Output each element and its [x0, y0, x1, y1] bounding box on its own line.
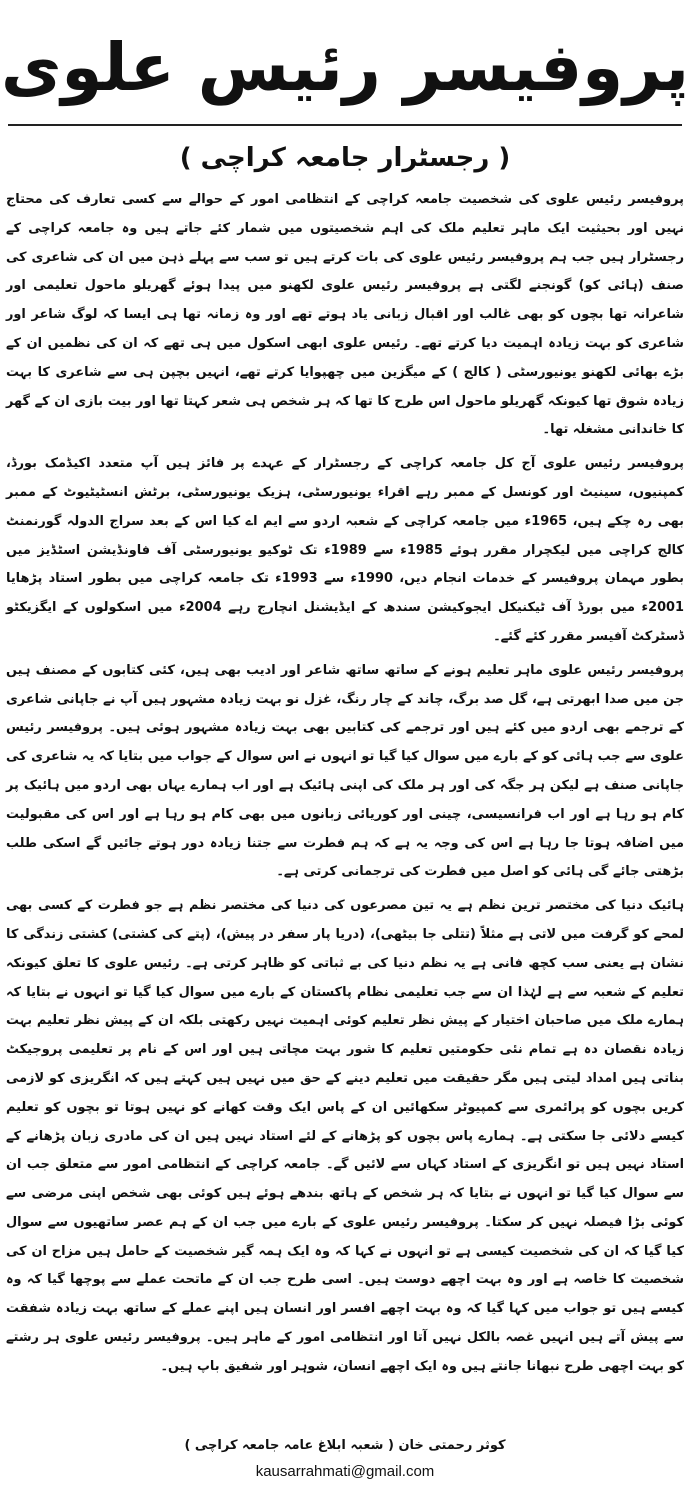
paragraph-intro: پروفیسر رئیس علوی کی شخصیت جامعہ کراچی کے انتظامی امور کے حوالے سے کسی تعارف کی محتاج نہیں اور بحیثیت ایک ماہر تعلیم ملک کی اہم شخصیتوں میں شمار کئے جاتے ہیں وہ جامعہ کراچی کے رجسٹرار ہیں جب ہم پروفیسر رئیس علوی کی بات کرتے ہیں تو سب سے پہلے ذہن میں ان کی شاعری کی صنف (ہائی کو) گونجنے لگتی ہے پروفیسر رئیس علوی لکھنو میں پیدا ہوئے گھریلو ماحول تعلیمی اور شاعرانہ تھا بچوں کو بھی غالب اور اقبال زبانی یاد ہوتے تھے اور وہ زمانہ تھا ہی ایسا کہ لوگ شاعر اور شاعری کو بہت زیادہ اہمیت دیا کرتے تھے۔ رئیس علوی ابھی اسکول میں ہی تھے کہ ان کی نظمیں ان کے بڑے بھائی لکھنو یونیورسٹی ( کالج ) کے میگزین میں چھپوایا کرتے تھے، انہیں بچپن ہی سے شاعری کا بہت زیادہ شوق تھا کیونکہ گھریلو ماحول اس طرح کا تھا کہ ہر شخص ہی شعر کہتا تھا اور بیت بازی ان کے گھر کا خاندانی مشغلہ تھا۔ — [6, 192, 684, 438]
paragraph-career: پروفیسر رئیس علوی آج کل جامعہ کراچی کے رجسٹرار کے عہدے پر فائز ہیں آپ متعدد اکیڈمک بورڈ، کمپنیوں، سینیٹ اور کونسل کے ممبر رہے اقراء یونیورسٹی، ہزیک یونیورسٹی، برٹش انسٹیٹیوٹ کے ممبر بھی رہ چکے ہیں، 1965ء میں جامعہ کراچی کے شعبہ اردو سے ایم اے کیا اس کے بعد سراج الدولہ گورنمنٹ کالج کراچی میں لیکچرار مقرر ہوئے 1985ء سے 1989ء تک ٹوکیو یونیورسٹی آف فاونڈیشن اسٹڈیز میں بطور مہمان پروفیسر کے خدمات انجام دیں، 1990ء سے 1993ء تک جامعہ کراچی میں بطور استاد پڑھایا 2001ء میں بورڈ آف ٹیکنیکل ایجوکیشن سندھ کے ایڈیشنل انچارج رہے 2004ء میں اسکولوں کے ایگزیکٹو ڈسٹرکٹ آفیسر مقرر کئے گئے۔ — [6, 456, 685, 644]
article-body — [6, 186, 684, 1387]
author-byline: کوثر رحمتی خان ( شعبہ ابلاغ عامہ جامعہ کراچی ) — [184, 1438, 506, 1453]
article-subtitle: ( رجسٹرار جامعہ کراچی ) — [179, 143, 511, 173]
paragraph-poetry: پروفیسر رئیس علوی ماہر تعلیم ہونے کے ساتھ ساتھ شاعر اور ادیب بھی ہیں، کئی کتابوں کے مصنف ہیں جن میں صدا ابھرتی ہے، گل صد برگ، چاند کے چار رنگ، غزل نو بہت زیادہ مشہور ہیں آپ نے جاپانی شاعری کے ترجمے بھی اردو میں کئے ہیں اور ترجمے کی کتابیں بھی بہت زیادہ مشہور ہوئی ہیں۔ پروفیسر رئیس علوی سے جب ہائی کو کے بارے میں سوال کیا گیا تو انہوں نے اس سوال کے جواب میں بتایا کہ یہ شاعری کی جاپانی صنف ہے لیکن ہر جگہ کی اور ہر ملک کی اپنی ہائیک ہے اور اب ہمارے یہاں بھی اردو میں ہائیک پر کام ہو رہا ہے اور اب فرانسیسی، چینی اور کوریائی زبانوں میں بھی کام ہو رہا ہے اور اس کی مقبولیت میں اضافہ ہوتا جا رہا ہے اس کی وجہ یہ ہے کہ ہم فطرت سے جتنا زیادہ دور ہوتے جائیں گے اسکی طلب بڑھتی جائے گی ہائی کو اصل میں فطرت کی ترجمانی کرتی ہے۔ — [6, 662, 684, 880]
paragraph-haiku-education: ہائیک دنیا کی مختصر ترین نظم ہے یہ تین مصرعوں کی دنیا کی مختصر نظم ہے جو فطرت کے کسی بھی لمحے کو گرفت میں لاتی ہے مثلاً (تتلی جا بیٹھی)، (دریا پار سفر در پیش)، (پتے کی کشتی) کشتی زندگی کا نشان ہے یعنی سب کچھ فانی ہے یہ نظم دنیا کی بے ثباتی کو ظاہر کرتی ہے۔ رئیس علوی کا تعلق کیونکہ تعلیم کے شعبہ سے ہے لہٰذا ان سے جب تعلیمی نظام پاکستان کے بارے میں سوال کیا گیا تو انہوں نے بتایا کہ ہمارے ملک میں صاحبان اختیار کے پیش نظر تعلیم کوئی اہمیت نہیں رکھتی بلکہ ان کے پیش نظر تعلیم بہت زیادہ نقصان دہ ہے تمام نئی حکومتیں تعلیم کا شور بہت مچاتی ہیں اور اس کے نام پر تعلیمی پروجیکٹ بناتی ہیں امداد لیتی ہیں مگر حقیقت میں تعلیم دینے کے حق میں نہیں ہیں کہتے ہیں کہ انگریزی کو لازمی کریں بچوں کو پرائمری سے کمپیوٹر سکھائیں ان کے پاس ایک وقت کھانے کو نہیں ہوتا تو بچوں کو تعلیم کیسے دلائی جا سکتی ہے۔ ہمارے پاس بچوں کو پڑھانے کے لئے استاد نہیں ہیں ان کی مادری زبان پڑھانے کے استاد نہیں ہیں تو انگریزی کے استاد کہاں سے لائیں گے۔ جامعہ کراچی کے انتظامی امور سے متعلق جب ان سے سوال کیا گیا تو انہوں نے بتایا کہ ہر شخص کے ہاتھ بندھے ہوئے ہیں کوئی بھی شخص اپنی مرضی سے کوئی بڑا فیصلہ نہیں کر سکتا۔ پروفیسر رئیس علوی کے بارے میں جب ان کے ہم عصر ساتھیوں سے سوال کیا گیا کہ ان کی شخصیت کیسی ہے تو انہوں نے کہا کہ وہ ایک ہمہ گیر شخصیت کے حامل ہیں مزاح ان کی شخصیت کا خاصہ ہے اور وہ بہت اچھے دوست ہیں۔ اسی طرح جب ان کے ماتحت عملے سے پوچھا گیا کہ وہ کیسے ہیں تو جواب میں کہا گیا کہ وہ بہت اچھے افسر اور انسان ہیں اپنے عملے کے ساتھ بہت زیادہ شفقت سے پیش آتے ہیں انہیں غصہ بالکل نہیں آتا اور انتظامی امور کے ماہر ہیں۔ پروفیسر رئیس علوی ہر رشتے کو بہت اچھی طرح نبھانا جانتے ہیں وہ ایک اچھے انسان، شوہر اور شفیق باپ ہیں۔ — [6, 898, 684, 1374]
article-title: پروفیسر رئیس علوی — [0, 29, 690, 106]
author-email[interactable]: kausarrahmati@gmail.com — [255, 1463, 435, 1480]
title-divider — [8, 124, 682, 126]
